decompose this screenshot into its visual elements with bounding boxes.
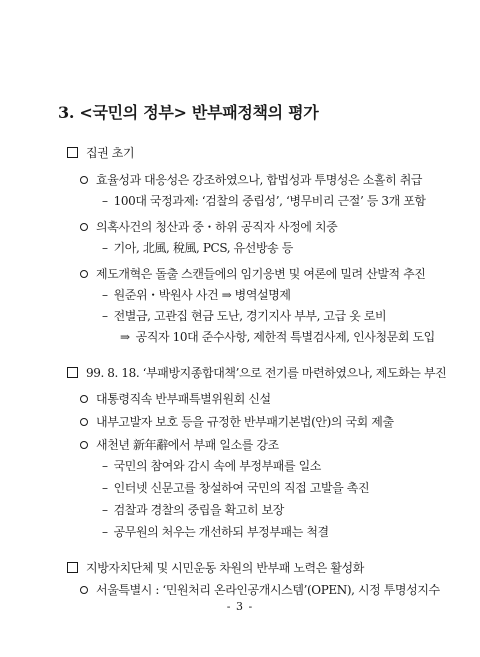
list-item: – 국민의 참여와 감시 속에 부정부패를 일소 (102, 459, 321, 473)
section-heading-anticorruption-plan: 99. 8. 18. ‘부패방지종합대책’으로 전기를 마련하였으나, 제도화는 부진 (67, 365, 446, 381)
circle-bullet-icon (80, 441, 88, 449)
list-item: – 100대 국정과제: ‘검찰의 중립성’, ‘병무비리 근절’ 등 3개 포함 (102, 194, 426, 208)
circle-bullet-icon (80, 395, 88, 403)
list-item: – 인터넷 신문고를 창설하여 국민의 직접 고발을 촉진 (102, 481, 370, 495)
circle-bullet-icon (80, 176, 88, 184)
page-number: - 3 - (226, 600, 254, 613)
list-item: 내부고발자 보호 등을 규정한 반부패기본법(안)의 국회 제출 (80, 414, 394, 430)
dash-bullet-icon: – (102, 525, 108, 539)
circle-bullet-icon (80, 586, 88, 594)
dash-bullet-icon: – (102, 288, 108, 302)
square-bullet-icon (67, 562, 78, 573)
section-heading-initial: 집권 초기 (67, 145, 134, 161)
circle-bullet-icon (80, 418, 88, 426)
list-item: – 기아, 北風, 稅風, PCS, 유선방송 등 (102, 241, 293, 255)
list-item: 효율성과 대응성은 강조하였으나, 합법성과 투명성은 소홀히 취급 (80, 172, 422, 188)
section-heading-local-efforts: 지방자치단체 및 시민운동 차원의 반부패 노력은 활성화 (67, 560, 364, 576)
list-item: – 원준위・박원사 사건 ⇒ 병역설명제 (102, 288, 291, 302)
list-item: 의혹사건의 청산과 중・하위 공직자 사정에 치중 (80, 219, 337, 235)
list-item: – 공무원의 처우는 개선하되 부정부패는 척결 (102, 525, 329, 539)
list-item: 새천년 新年辭에서 부패 일소를 강조 (80, 437, 279, 453)
list-item: 대통령직속 반부패특별위원회 신설 (80, 391, 271, 407)
square-bullet-icon (67, 367, 78, 378)
list-item: 제도개혁은 돌출 스캔들에의 임기응변 및 여론에 밀려 산발적 추진 (80, 266, 426, 282)
list-item: ⇒ 공직자 10대 준수사항, 제한적 특별검사제, 인사청문회 도입 (120, 330, 435, 344)
dash-bullet-icon: – (102, 241, 108, 255)
circle-bullet-icon (80, 223, 88, 231)
list-item: – 전별금, 고관집 현금 도난, 경기지사 부부, 고급 옷 로비 (102, 309, 387, 323)
square-bullet-icon (67, 147, 78, 158)
circle-bullet-icon (80, 270, 88, 278)
double-arrow-icon: ⇒ (120, 330, 130, 344)
dash-bullet-icon: – (102, 194, 108, 208)
list-item: – 검찰과 경찰의 중립을 확고히 보장 (102, 503, 284, 517)
dash-bullet-icon: – (102, 481, 108, 495)
dash-bullet-icon: – (102, 459, 108, 473)
dash-bullet-icon: – (102, 309, 108, 323)
list-item: 서울특별시 : ‘민원처리 온라인공개시스템’(OPEN), 시정 투명성지수 (80, 582, 440, 598)
page-title: 3. <국민의 정부> 반부패정책의 평가 (58, 103, 319, 122)
dash-bullet-icon: – (102, 503, 108, 517)
